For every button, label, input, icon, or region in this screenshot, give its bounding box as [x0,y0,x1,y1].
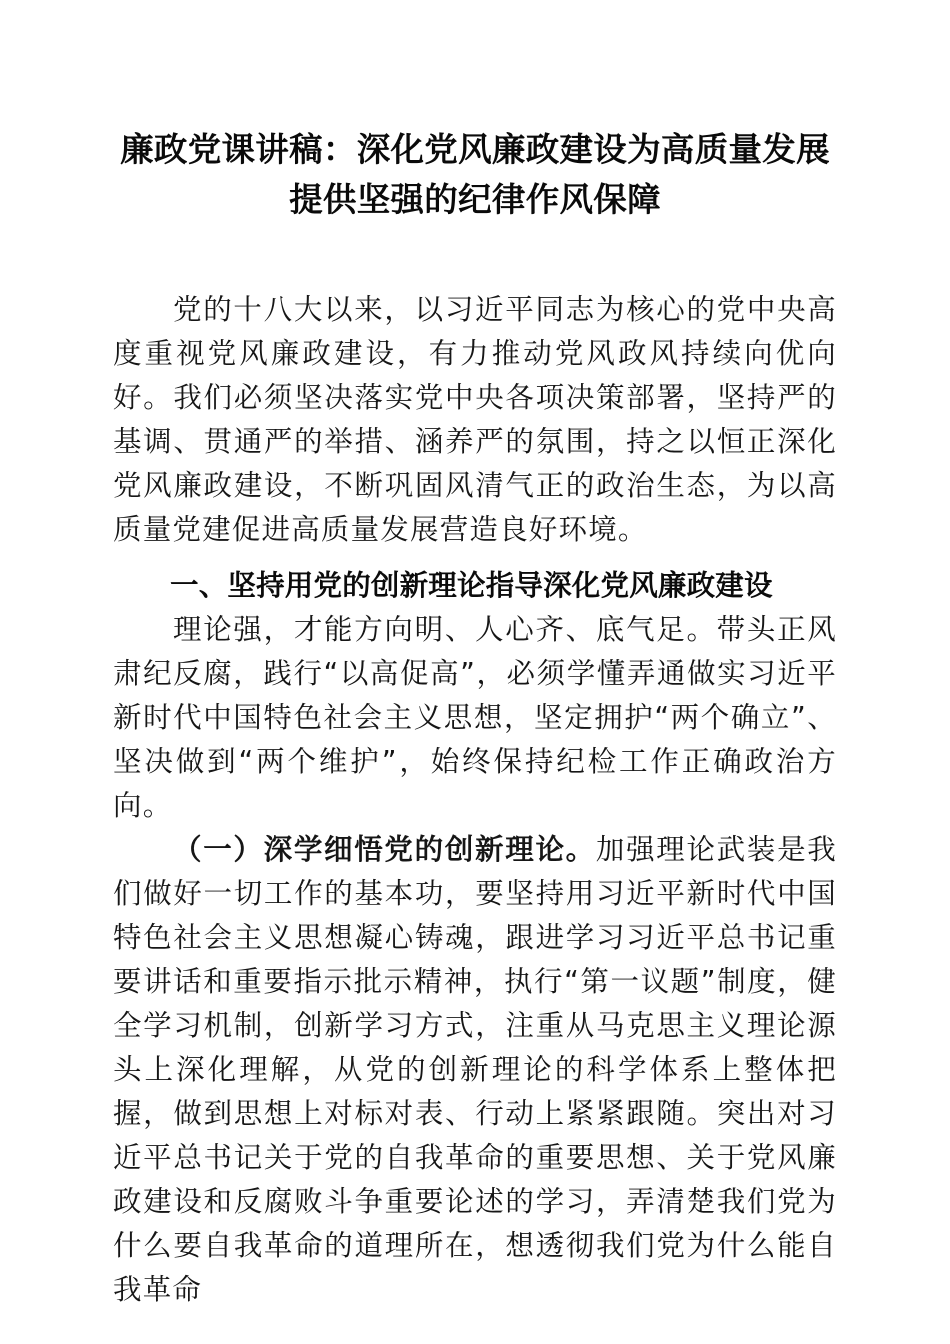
spacer-before-heading [113,552,837,564]
paragraph-section1-intro: 理论强，才能方向明、人心齐、底气足。带头正风肃纪反腐，践行“以高促高”，必须学懂弄通做实习近平新时代中国特色社会主义思想，坚定拥护“两个确立”、坚决做到“两个维护”，始终保持纪检工作正确政治方向。 [113,613,837,822]
subsection-1-body: 加强理论武装是我们做好一切工作的基本功，要坚持用习近平新时代中国特色社会主义思想凝心铸魂，跟进学习习近平总书记重要讲话和重要指示批示精神，执行“第一议题”制度，健全学习机制，创新学习方式，注重从马克思主义理论源头上深化理解，从党的创新理论的科学体系上整体把握，做到思想上对标对表、行动上紧紧跟随。突出对习近平总书记关于党的自我革命的重要思想、关于党风廉政建设和反腐败斗争重要论述的学习，弄清楚我们党为什么要自我革命的道理所在，想透彻我们党为什么能自我革命 [113,833,837,1306]
page-title: 廉政党课讲稿：深化党风廉政建设为高质量发展提供坚强的纪律作风保障 [120,132,830,219]
document-content-column [113,0,837,1312]
paragraph-subsection-1 [113,828,837,1312]
section-heading-1: 一、坚持用党的创新理论指导深化党风廉政建设 [170,570,773,602]
paragraph-intro: 党的十八大以来，以习近平同志为核心的党中央高度重视党风廉政建设，有力推动党风政风持续向优向好。我们必须坚决落实党中央各项决策部署，坚持严的基调、贯通严的举措、涵养严的氛围，持之以恒正深化党风廉政建设，不断巩固风清气正的政治生态，为以高质量党建促进高质量发展营造良好环境。 [113,293,837,546]
subsection-1-lead-in: （一）深学细悟党的创新理论。 [173,833,596,866]
